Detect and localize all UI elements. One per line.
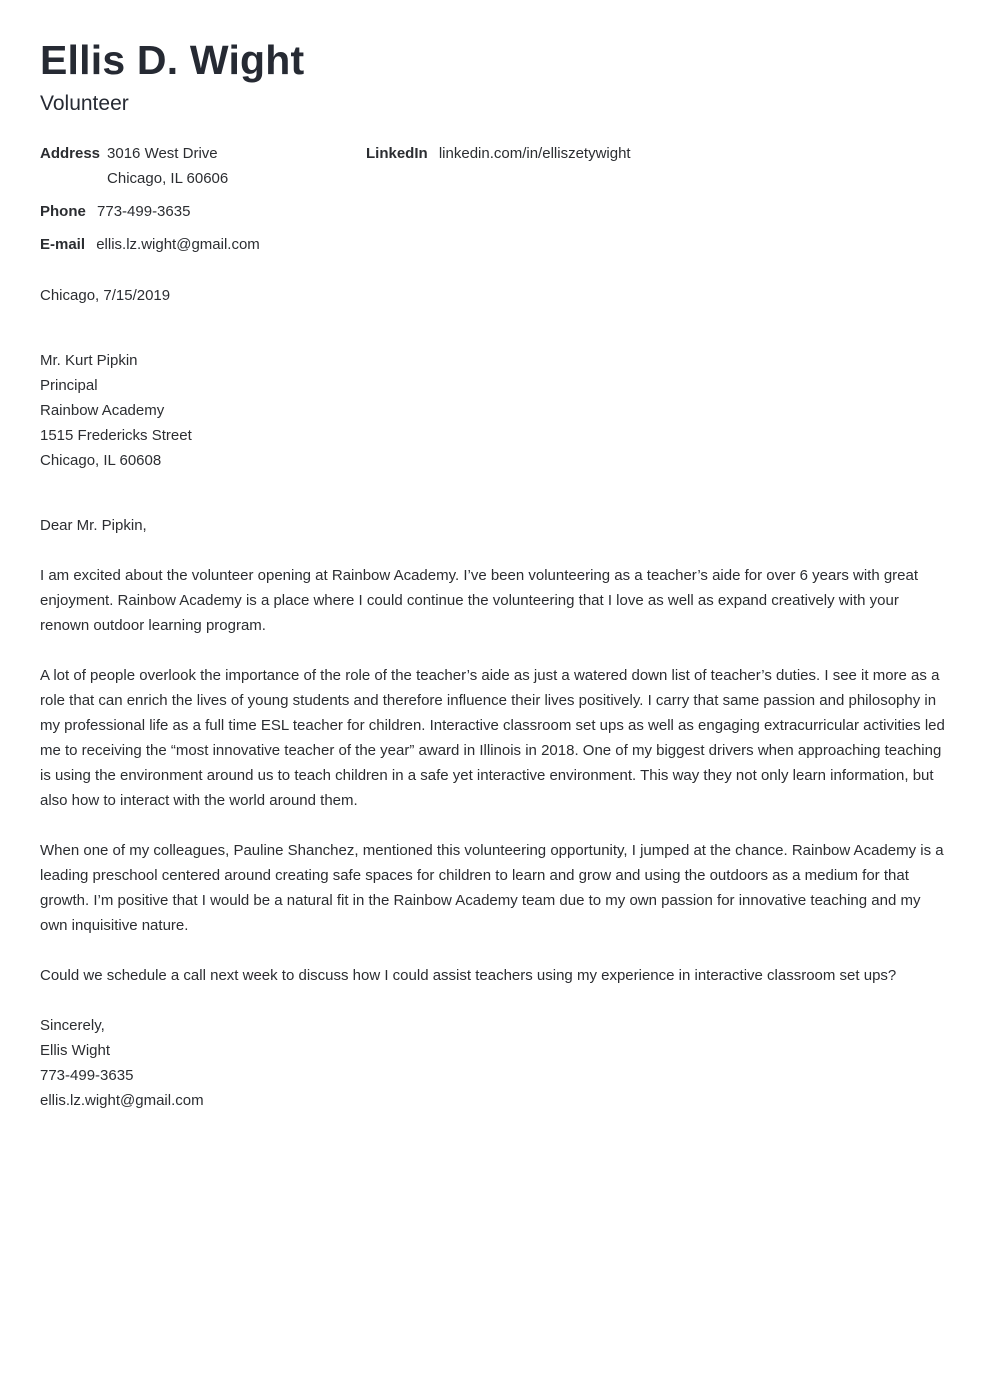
applicant-title: Volunteer <box>40 92 129 115</box>
recipient-street: 1515 Fredericks Street <box>40 427 192 444</box>
linkedin-value[interactable]: linkedin.com/in/elliszetywight <box>438 145 631 162</box>
applicant-name: Ellis D. Wight <box>40 37 305 83</box>
email-label: E-mail <box>40 236 86 253</box>
paragraph-1: I am excited about the volunteer opening at Rainbow Academy. I’ve been volunteering as a teacher’s aide for over 6 years with great enjoyment. Rainbow Academy is a place where I could continue the volunteering that I love as well as expand creatively with your renown outdoor learning program. <box>40 567 919 634</box>
closing-salutation: Sincerely, <box>40 1017 105 1034</box>
closing-name: Ellis Wight <box>40 1042 111 1059</box>
recipient-city: Chicago, IL 60608 <box>40 452 162 469</box>
closing-block <box>40 1013 950 1113</box>
contact-email <box>40 232 260 257</box>
contact-linkedin <box>366 141 631 166</box>
phone-value: 773-499-3635 <box>97 203 191 220</box>
letter-greeting: Dear Mr. Pipkin, <box>40 517 147 534</box>
letter-date: Chicago, 7/15/2019 <box>40 287 171 304</box>
phone-label: Phone <box>40 203 86 220</box>
contact-phone <box>40 199 190 224</box>
closing-phone: 773-499-3635 <box>40 1067 134 1084</box>
paragraph-3: When one of my colleagues, Pauline Shanchez, mentioned this volunteering opportunity, I jumped at the chance. Rainbow Academy is a leading preschool centered around creating safe spaces for children to learn and grow and using the outdoors as a medium for that growth. I’m positive that I would be a natural fit in the Rainbow Academy team due to my own passion for innovative teaching and my own inquisitive nature. <box>40 842 944 934</box>
address-label: Address <box>40 145 101 162</box>
paragraph-4: Could we schedule a call next week to discuss how I could assist teachers using my experience in interactive classroom set ups? <box>40 967 897 984</box>
recipient-organization: Rainbow Academy <box>40 402 165 419</box>
closing-email: ellis.lz.wight@gmail.com <box>40 1092 204 1109</box>
recipient-name: Mr. Kurt Pipkin <box>40 352 138 369</box>
address-line-1: 3016 West Drive <box>107 145 218 162</box>
recipient-role: Principal <box>40 377 98 394</box>
address-line-2: Chicago, IL 60606 <box>107 170 229 187</box>
linkedin-label: LinkedIn <box>366 145 428 162</box>
contact-address <box>40 141 228 191</box>
email-value[interactable]: ellis.lz.wight@gmail.com <box>96 236 260 253</box>
contact-block <box>40 141 950 261</box>
paragraph-2: A lot of people overlook the importance of the role of the teacher’s aide as just a watered down list of teacher’s duties. I see it more as a role that can enrich the lives of young students and therefore influence their lives positively. I carry that same passion and philosophy in my professional life as a full time ESL teacher for children. Interactive classroom set ups as well as engaging extracurricular activities led me to receiving the “most innovative teacher of the year” award in Illinois in 2018. One of my biggest drivers when approaching teaching is using the environment around us to teach children in a safe yet interactive environment. This way they not only learn information, but also how to interact with the world around them. <box>40 667 945 809</box>
recipient-block <box>40 348 950 473</box>
